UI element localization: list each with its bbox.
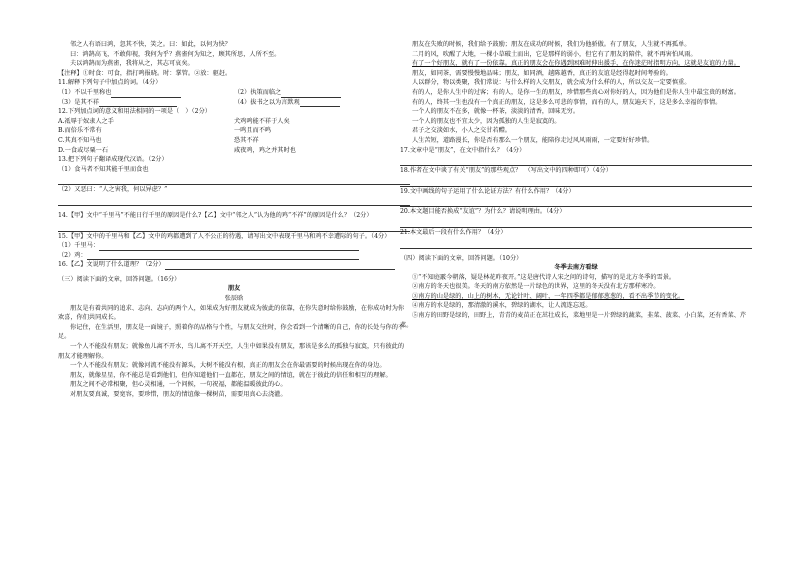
q16-text: 16.【乙】文说明了什么道理？（2分） <box>58 261 165 269</box>
q13-item: （1）食马者不知其能千里而食也 <box>58 165 149 173</box>
answer-line[interactable] <box>58 195 410 206</box>
q12-option-a-right: 犬鸡鸣能不祥于人矣 <box>234 117 290 125</box>
answer-blank[interactable] <box>281 90 341 98</box>
article-para: 人以群分，物以类聚，我们常说：与什么样的人交朋友，就会成为什么样的人，所以交友一定要慎重。 <box>412 79 691 87</box>
answer-line[interactable] <box>400 217 752 228</box>
article-para: 一个人不能没有朋友；就像河流不能没有源头，大树不能没有根，真正的朋友会在你最需要的时候出现在你的身边。 <box>70 362 386 370</box>
left-column <box>58 40 410 400</box>
article-para: ②南方的冬天也很美。冬天的南方依然是一片绿色的世界，这里的冬天没有北方那样寒冷。 <box>412 283 660 291</box>
q17-text: 17.文章中是“朋友”，在文中指什么？（4分） <box>400 146 526 154</box>
q21-text: 21.本文最后一段有什么作用？（4分） <box>400 228 507 236</box>
q11-item: （3）是其不祥 <box>58 98 100 106</box>
q12-option-c-right: 恐其不祥 <box>234 136 259 144</box>
q12-option-c-left: C.其真不知马也 <box>58 136 102 144</box>
article-para: 一个人不能没有朋友；就像鱼儿离不开水，鸟儿离不开天空，人生中如果没有朋友，那该是多么的孤独与寂寞，只有彼此的朋友才能理解你。 <box>58 343 405 360</box>
answer-line[interactable] <box>400 155 752 166</box>
answer-blank[interactable] <box>165 262 395 270</box>
article-para: 朋友在失败的时候，我们给予鼓励；朋友在成功的时候，我们为他骄傲。有了朋友，人生就不再孤单。 <box>412 41 691 48</box>
answer-line[interactable] <box>400 238 752 249</box>
answer-blank[interactable] <box>111 90 181 98</box>
article-para: ④南方的水是绿的，那清澈的溪水，碧绿的湖水，让人流连忘返。 <box>412 302 592 310</box>
q18-text: 18.作者在文中谈了有关“朋友”的那些观点？ （写出文中的四种即可）（4分） <box>400 167 612 175</box>
conclusion: 人生苦短，道路漫长，你是否有那么一个朋友，能陪你走过风风雨雨，一定要好好珍惜。 <box>412 136 654 144</box>
q12-option-d-left: D.一食或尽粟一石 <box>58 146 109 154</box>
q11-title: 11.解释下列句子中加点的词。（4分） <box>58 79 162 87</box>
q12-option <box>58 126 410 136</box>
underlined-para: 有了一个好朋友，就有了一份依靠。真正的朋友会在你遇到困难时伸出援手，在你迷茫时指明方向，这就是友谊的力量。 <box>412 60 740 68</box>
q19-text: 19.文中画线的句子运用了什么论证方法？有什么作用？（4分） <box>400 187 575 195</box>
answer-blank[interactable] <box>99 243 359 251</box>
q11-row <box>58 88 410 98</box>
article-para: 有的人，终其一生也没有一个真正的朋友，这是多么可悲的事情，而有的人，朋友遍天下，这是多么幸福的事情。 <box>412 98 722 106</box>
q11-item: （1）不以千里称也 <box>58 88 112 96</box>
article-para: ⑤南方的田野是绿的，田野上，青青的麦苗正在茁壮成长，菜地里是一片碧绿的蔬菜，韭菜、菠菜、小白菜，还有香菜、芹菜。 <box>400 312 747 329</box>
article-para: 二月的风，吹醒了大地，一棵小草破土而出，它是那样的弱小，但它有了朋友的陪伴，就不再害怕风雨。 <box>412 50 697 58</box>
article-para: 你记住，在生活里，朋友是一面镜子，照着你的品格与个性，与朋友交往时，你会看到一个清晰的自己，你的长处与你的不足。 <box>58 323 405 341</box>
article-title: 冬季去南方看绿 <box>554 264 598 272</box>
article-para: 对朋友要真诚，要宽容，要珍惜，朋友的情谊像一棵树苗，需要用真心去浇灌。 <box>70 391 287 398</box>
q14-text: 14.【甲】文中“千里马”不能日行千里的原因是什么?【乙】文中“邻之人”认为他的鸡“不祥”的原因是什么？（2分） <box>58 211 373 219</box>
q12-option <box>58 117 410 127</box>
answer-blank[interactable] <box>87 252 359 260</box>
answer-line[interactable] <box>58 174 410 185</box>
underlined-para: ③南方的山是绿的，山上的树木，无论针叶、阔叶，一年四季都是郁郁葱葱的，看不出季节的变化。 <box>412 292 685 300</box>
verse-line: 一个人的朋友不在多，就像一杯茶，淡淡的清香，回味无穷。 <box>412 108 580 116</box>
q15-item: （2）鸡： <box>58 251 87 259</box>
verse-line: 一个人的朋友也不宜太少，因为孤独的人生是寂寞的。 <box>412 117 561 125</box>
q15-text: 15.【甲】文中的千里马和【乙】文中的鸡都遭到了人不公正的待遇，请写出文中表现千里马和鸡不幸遭际的句子。（4分） <box>58 232 391 240</box>
q11-item: （4）拔书之以为言默观 <box>234 98 300 106</box>
answer-line[interactable] <box>400 196 752 207</box>
q13-title: 13.把下列句子翻译成现代汉语。（2分） <box>58 156 168 164</box>
article-para: ①“不知庭霰今朝落，疑是林花昨夜开。”这是唐代诗人宋之问的诗句，描写的是北方冬季的雪景。 <box>412 273 676 281</box>
passage-line: 邻之人有语曰鸿，忽其不快，笑之。曰：如此，以何为快？ <box>70 41 231 48</box>
verse-line: 君子之交淡如水，小人之交甘若醴。 <box>412 127 511 135</box>
section3-header: （三）阅读下面的文章，回答问题。（16分） <box>58 275 181 283</box>
q12-option-a-left: A.祗辱于奴隶人之手 <box>58 117 114 125</box>
article-para: 朋友，就像星星，你不能总是看到他们，但你知道他们一直都在，朋友之间的情谊，就在于彼此的信任和相互的理解。 <box>70 371 392 379</box>
q12-option-b-left: B.而倍乐不常有 <box>58 127 102 135</box>
q11-row <box>58 98 410 108</box>
passage-line: 夫以鸿鹄而为燕雀，我将从之，其志可哀矣。 <box>70 60 194 68</box>
article-author: 张辰晗 <box>224 295 244 303</box>
article-para: 朋友之间不必常相聚，但心灵相通，一个问候，一句祝福，都能温暖彼此的心。 <box>70 381 287 389</box>
passage-line: 曰：鸿鹄高飞，不敢仰视，我何为乎？燕雀何为知之，顾其所思，人所不至。 <box>70 50 281 58</box>
answer-line[interactable] <box>400 176 752 187</box>
q12-option-b-right: 一鸣且而不鸣 <box>234 127 272 135</box>
article-para: 朋友是有着共同的追求、志向、志向的两个人，如果成为好朋友就成为彼此的依靠，在你失意时给你鼓励，在你成功时为你欢喜，你们共同成长。 <box>58 304 405 322</box>
right-column <box>400 40 752 330</box>
section4-header: （四）阅读下面的文章，回答问题。（10分） <box>400 254 523 262</box>
article-para: 朋友，如同茶，需要慢慢地品味；朋友，如同酒，越陈越香，真正的友谊是经得起时间考验的。 <box>412 69 672 77</box>
q20-text: 20.本文题目能否换成“友谊”？为什么？请说明理由。（4分） <box>400 208 566 216</box>
answer-blank[interactable] <box>300 99 340 107</box>
q12-option <box>58 136 410 146</box>
answer-blank[interactable] <box>99 99 177 107</box>
notes: 【注释】①时食：可食，指打鸣报晓。时：掌管。②放：驱赶。 <box>58 69 232 77</box>
q11-item: （2）执策而临之 <box>234 88 282 96</box>
q13-item: （2）又恶曰：“人之害我，何以异虑？” <box>58 186 168 194</box>
article-title: 朋友 <box>227 285 241 293</box>
q12-option <box>58 146 410 156</box>
article-para: 有的人，是你人生中的过客；有的人，是你一生的朋友，珍惜那些真心对你好的人，因为他们是你人生中最宝贵的财富。 <box>412 88 740 96</box>
q12-option-d-right: 咸夜鸡，鸡之并其时也 <box>234 146 296 154</box>
q12-title: 12.下列加点词的意义和用法相同的一项是（ ）（2分） <box>58 108 211 116</box>
answer-line[interactable] <box>58 221 410 232</box>
q15-item: （1）千里马： <box>58 242 100 250</box>
